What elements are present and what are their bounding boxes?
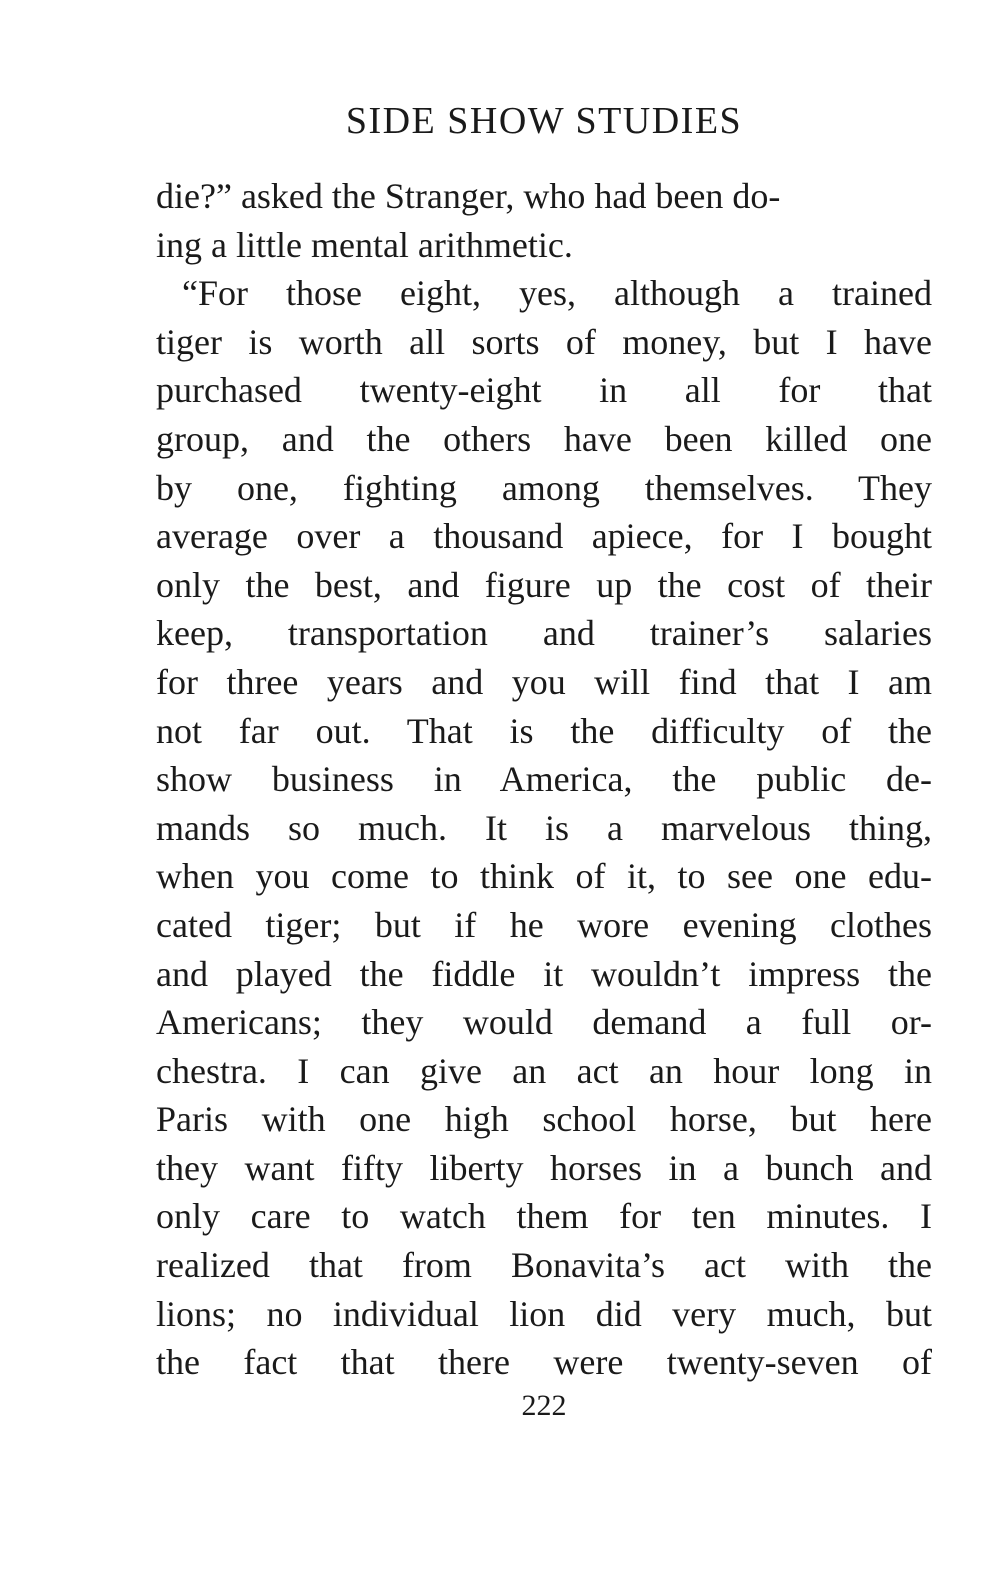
text-line: die?” asked the Stranger, who had been do- <box>156 176 781 216</box>
text-line: by one, fighting among themselves. They <box>156 467 932 508</box>
body-text <box>156 172 932 1387</box>
text-line: cated tiger; but if he wore evening clothes <box>156 904 932 945</box>
text-line: Americans; they would demand a full or- <box>156 1002 932 1043</box>
text-line: Paris with one high school horse, but here <box>156 1099 932 1140</box>
running-head: SIDE SHOW STUDIES <box>345 100 743 142</box>
text-line: not far out. That is the difficulty of the <box>156 710 932 751</box>
text-line: lions; no individual lion did very much, but <box>156 1293 932 1334</box>
text-line: chestra. I can give an act an hour long in <box>156 1050 932 1091</box>
text-line: purchased twenty-eight in all for that <box>156 370 932 411</box>
text-line: and played the fiddle it wouldn’t impress the <box>156 953 932 994</box>
text-line: average over a thousand apiece, for I bought <box>156 516 932 557</box>
text-line: “For those eight, yes, although a trained <box>182 273 932 314</box>
text-line: group, and the others have been killed one <box>156 418 932 459</box>
text-line: when you come to think of it, to see one edu- <box>156 856 932 897</box>
text-line: the fact that there were twenty-seven of <box>156 1342 932 1383</box>
text-line: only the best, and figure up the cost of their <box>156 564 932 605</box>
text-line: only care to watch them for ten minutes. I <box>156 1196 932 1237</box>
text-line: ing a little mental arithmetic. <box>156 224 573 265</box>
text-line: realized that from Bonavita’s act with the <box>156 1245 932 1286</box>
text-line: mands so much. It is a marvelous thing, <box>156 807 932 848</box>
text-line: tiger is worth all sorts of money, but I have <box>156 321 932 362</box>
text-line: keep, transportation and trainer’s salaries <box>156 613 932 654</box>
text-line: they want fifty liberty horses in a bunch and <box>156 1147 932 1188</box>
text-line: show business in America, the public de- <box>156 759 932 800</box>
page-number: 222 <box>521 1389 567 1422</box>
text-line: for three years and you will find that I am <box>156 661 932 702</box>
